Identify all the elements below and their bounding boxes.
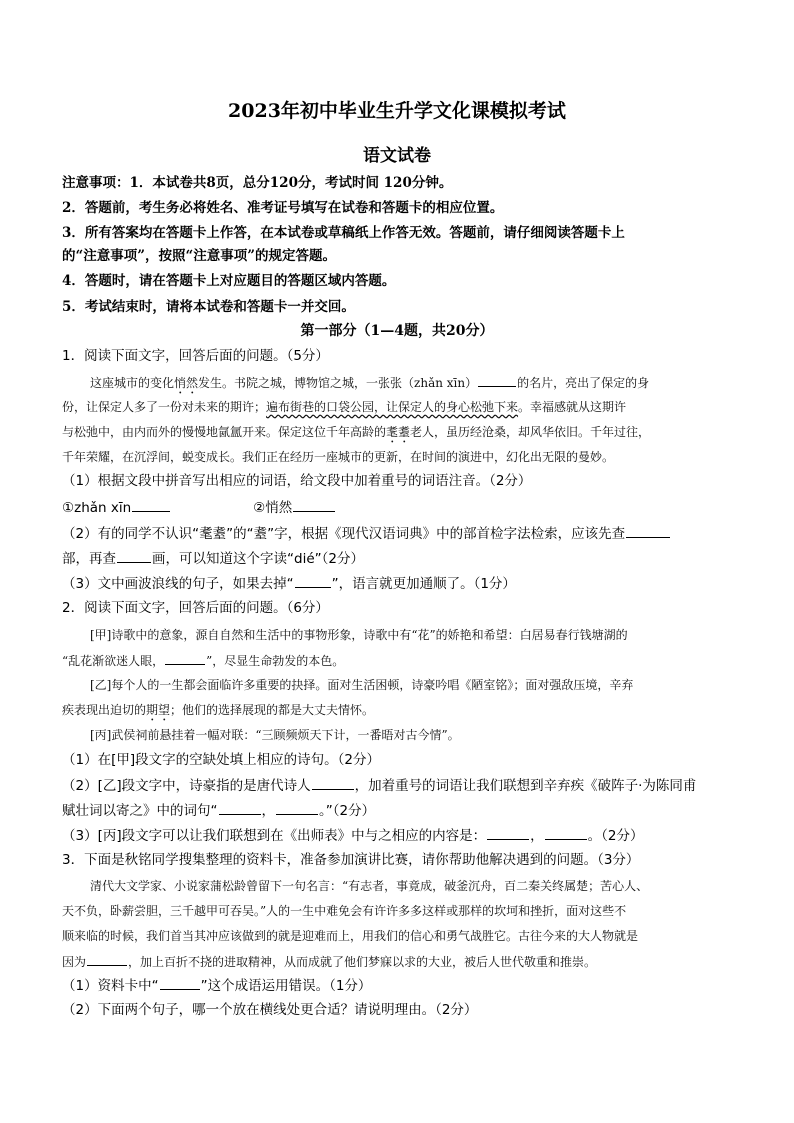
notice-5: 5．考试结束时，请将本试卷和答题卡一并交回。 [62, 299, 355, 315]
q3-card-line3: 顺来临的时候，我们首当其冲应该做到的就是迎难而上，用我们的信心和勇气战胜它。古往今来的大人物就是 [62, 929, 639, 943]
q1-sub1: （1）根据文段中拼音写出相应的词语，给文段中加着重号的词语注音。（2分） [62, 473, 532, 489]
q2-para-yi-line1: [乙]每个人的一生都会面临许多重要的抉择。面对生活困顿，诗豪吟唱《陋室铭》；面对强敌压境，辛弃 [90, 678, 634, 692]
answer-blank[interactable] [165, 650, 205, 665]
q1-sub2-line1: （2）有的同学不认识“耄耋”的“耋”字，根据《现代汉语词典》中的部首检字法检索，应该先查 [62, 523, 742, 544]
q1-passage-line4: 千年荣耀，在沉浮间，蜕变成长。我们正在经历一座城市的更新，在时间的演进中，幻化出无限的曼妙。 [62, 450, 615, 464]
exam-title: 2023年初中毕业生升学文化课模拟考试 [228, 100, 566, 122]
answer-blank[interactable] [276, 800, 318, 815]
q2-sub2-line1: （2）[乙]段文字中，诗豪指的是唐代诗人 ，加着重号的词语让我们联想到辛弃疾《破阵子·为陈同甫 [62, 775, 742, 796]
q1-passage-line1: 这座城市的变化悄然发生。书院之城，博物馆之城，一张张（zhǎn xīn） 的名片，亮出了保定的身 [90, 372, 770, 397]
q1-passage-line2: 份，让保定人多了一份对未来的期许；遍布街巷的口袋公园，让保定人的身心松弛下来。幸福感就从这期许 [62, 400, 627, 414]
notice-1: 注意事项：1．本试卷共8页，总分120分，考试时间 120分钟。 [62, 175, 453, 191]
q3-card-line4: 因为 ，加上百折不挠的进取精神，从而成就了他们梦寐以求的大业，被后人世代敬重和推崇。 [62, 951, 742, 972]
q2-sub2-line2: 赋壮词以寄之》中的词句“ ， 。”（2分） [62, 800, 742, 821]
answer-blank[interactable] [117, 548, 151, 563]
q1-sub2-line2: 部，再查 画，可以知道这个字读“dié”（2分） [62, 548, 742, 569]
answer-blank[interactable] [626, 523, 670, 538]
q1-stem: 1．阅读下面文字，回答后面的问题。（5分） [62, 348, 329, 364]
q2-para-bing: [丙]武侯祠前悬挂着一幅对联：“三顾频烦天下计，一番晤对古今情”。 [90, 728, 460, 742]
answer-blank[interactable] [87, 951, 127, 966]
answer-blank[interactable] [219, 800, 261, 815]
q2-sub3: （3）[丙]段文字可以让我们联想到在《出师表》中与之相应的内容是： ， 。（2分） [62, 825, 742, 846]
q2-para-jia-line1: [甲]诗歌中的意象，源自自然和生活中的事物形象，诗歌中有“花”的娇艳和希望：白居易春行钱塘湖的 [90, 628, 628, 642]
notice-4: 4．答题时，请在答题卡上对应题目的答题区域内答题。 [62, 273, 396, 289]
q1-sub1-answers: ①zhǎn xīn ②悄然 [62, 497, 742, 518]
answer-blank[interactable] [487, 825, 529, 840]
q3-card-line2: 天不负，卧薪尝胆，三千越甲可吞吴。”人的一生中难免会有许许多多这样或那样的坎坷和挫折，面对这些不 [62, 904, 627, 918]
q2-para-yi-line2: 疾表现出迫切的期望；他们的选择展现的都是大丈夫情怀。 [62, 703, 375, 717]
notice-3-line1: 3．所有答案均在答题卡上作答，在本试卷或草稿纸上作答无效。答题前，请仔细阅读答题卡上 [62, 225, 625, 241]
answer-blank[interactable] [160, 975, 200, 990]
q1-sub3: （3）文中画波浪线的句子，如果去掉“ ”，语言就更加通顺了。（1分） [62, 573, 742, 594]
q3-sub2: （2）下面两个句子，哪一个放在横线处更合适？请说明理由。（2分） [62, 1002, 478, 1018]
answer-blank[interactable] [312, 775, 354, 790]
q3-sub1: （1）资料卡中“ ”这个成语运用错误。（1分） [62, 975, 742, 996]
q2-sub1: （1）在[甲]段文字的空缺处填上相应的诗句。（2分） [62, 752, 380, 768]
answer-blank[interactable] [295, 573, 331, 588]
answer-blank[interactable] [132, 497, 170, 512]
section-title: 第一部分（1—4题，共20分） [300, 323, 494, 339]
answer-blank[interactable] [293, 497, 335, 512]
subject-title: 语文试卷 [363, 146, 431, 166]
notice-2: 2．答题前，考生务必将姓名、准考证号填写在试卷和答题卡的相应位置。 [62, 200, 504, 216]
q2-stem: 2．阅读下面文字，回答后面的问题。（6分） [62, 600, 329, 616]
answer-blank[interactable] [545, 825, 587, 840]
notice-3-line2: 的“注意事项”，按照“注意事项”的规定答题。 [62, 248, 337, 264]
q1-passage-line3: 与松弛中，由内而外的慢慢地氤氲开来。保定这位千年高龄的耄耋老人，虽历经沧桑，却风华依旧。千年过往， [62, 425, 651, 439]
q3-card-line1: 清代大文学家、小说家蒲松龄曾留下一句名言：“有志者，事竟成，破釜沉舟，百二秦关终属楚；苦心人、 [90, 879, 649, 893]
q2-para-jia-line2: “乱花渐欲迷人眼， ”，尽显生命勃发的本色。 [62, 650, 742, 671]
q3-stem: 3．下面是秋铭同学搜集整理的资料卡，准备参加演讲比赛，请你帮助他解决遇到的问题。（3分） [62, 852, 640, 868]
